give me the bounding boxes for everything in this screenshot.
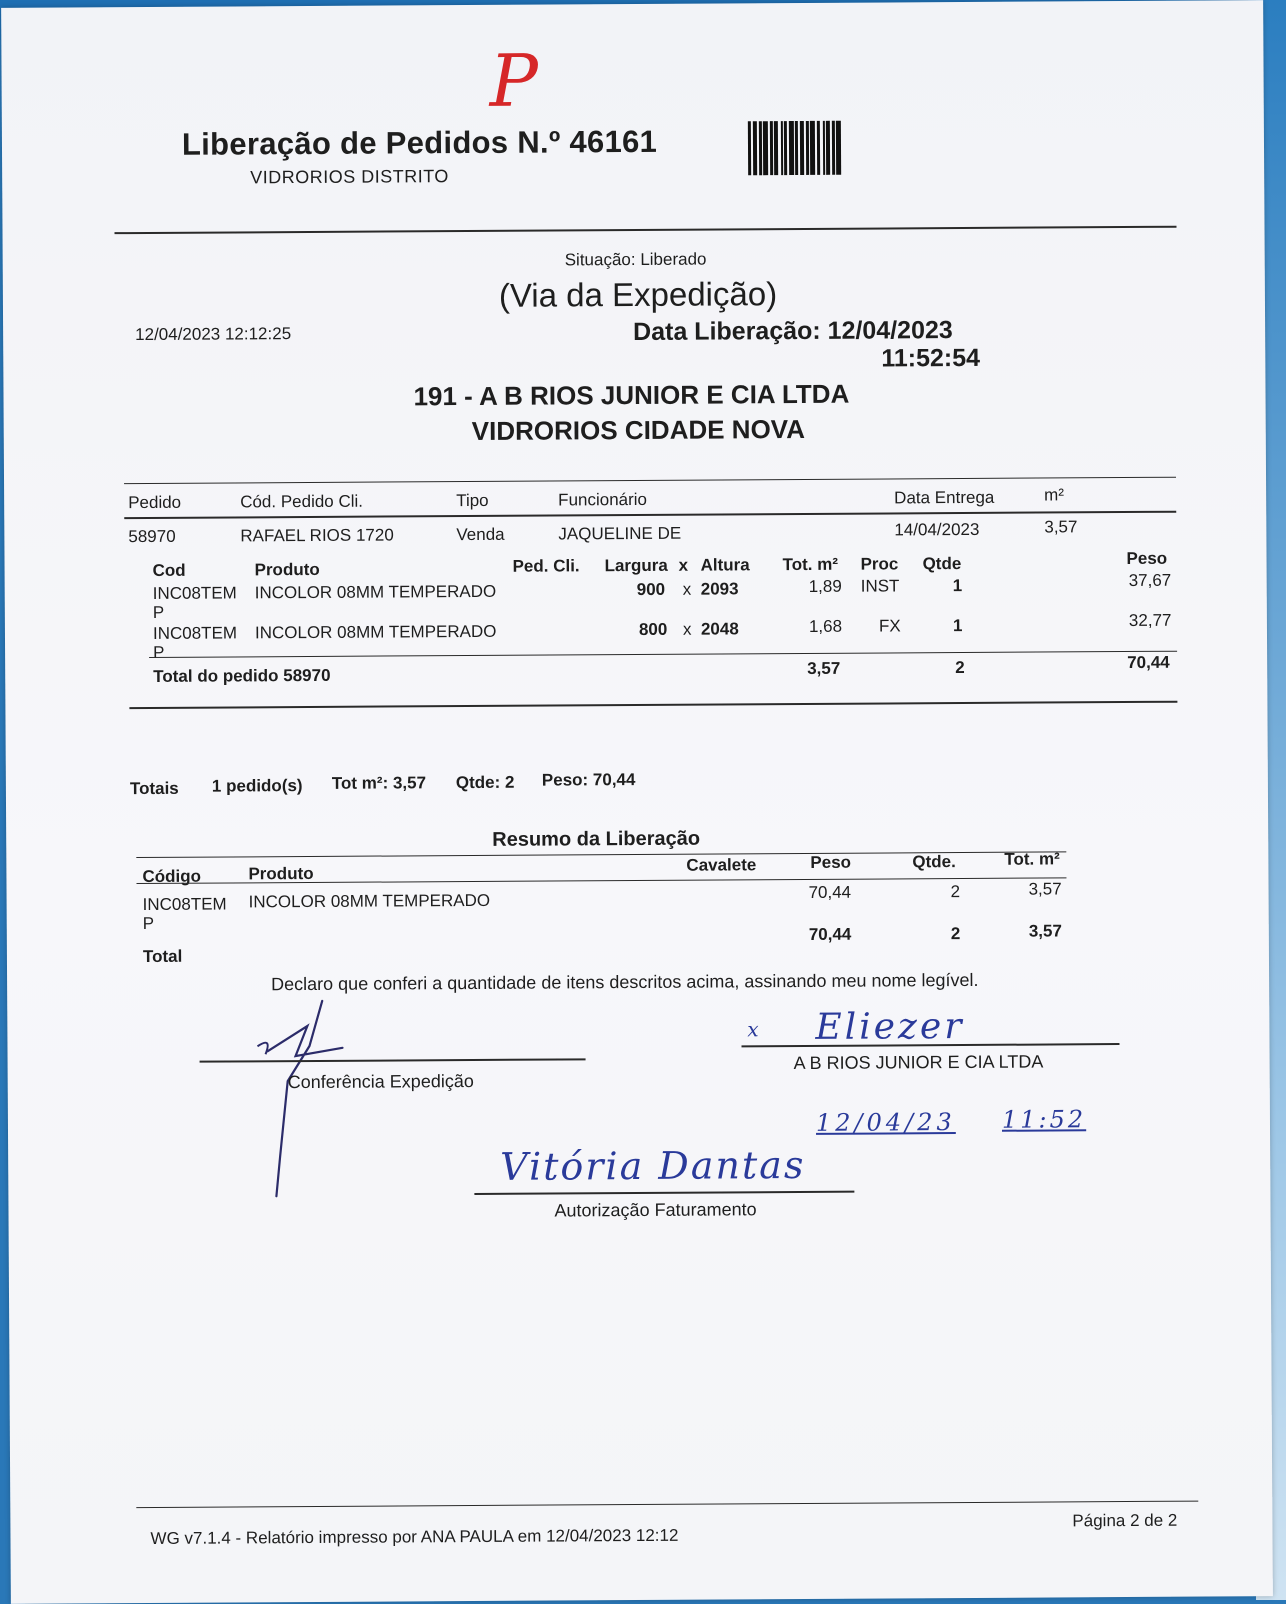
item-cod: INC08TEM <box>152 623 238 643</box>
item-x: x <box>682 579 692 599</box>
client-store: VIDRORIOS CIDADE NOVA <box>471 413 806 447</box>
item-largura: 800 <box>638 619 668 639</box>
item-peso: 32,77 <box>1128 610 1172 630</box>
footer-printed-by: WG v7.1.4 - Relatório impresso por ANA PAULA em 12/04/2023 12:12 <box>150 1525 679 1548</box>
barcode <box>748 121 841 176</box>
item-cod-cont: P <box>152 602 165 622</box>
item-tot-m2: 1,89 <box>808 576 842 596</box>
barcode-bar <box>836 121 841 175</box>
handwritten-stamp-letter: P <box>489 38 539 123</box>
summary-total-tot-m2: 3,57 <box>1028 921 1062 941</box>
item-proc: FX <box>878 616 901 636</box>
footer-rule <box>136 1501 1198 1508</box>
col-pedido-header: Pedido <box>128 492 182 513</box>
copy-label: (Via da Expedição) <box>498 275 778 314</box>
document-title: Liberação de Pedidos N.º 46161 <box>181 123 658 162</box>
order-m2: 3,57 <box>1044 517 1078 537</box>
summary-title: Resumo da Liberação <box>492 827 701 851</box>
item-produto: INCOLOR 08MM TEMPERADO <box>254 621 497 643</box>
col-tipo-header: Tipo <box>456 490 489 511</box>
autorizacao-signature-line <box>474 1191 854 1195</box>
item-x: x <box>682 619 692 639</box>
handwritten-x: x <box>747 1017 759 1042</box>
order-end-rule <box>129 701 1177 709</box>
item-tot-m2: 1,68 <box>808 616 843 636</box>
col-m2-header: m² <box>1044 485 1065 505</box>
summary-peso: 70,44 <box>808 882 852 902</box>
order-total-label: Total do pedido 58970 <box>153 665 331 686</box>
order-table-top-rule <box>124 477 1176 484</box>
item-qtde: 1 <box>952 576 963 596</box>
header-divider <box>115 226 1177 234</box>
order-data-entrega: 14/04/2023 <box>894 519 980 540</box>
client-name: 191 - A B RIOS JUNIOR E CIA LTDA <box>413 378 850 412</box>
signature-client: Eliezer <box>815 1006 965 1048</box>
totals-peso: Peso: 70,44 <box>541 770 636 790</box>
order-tipo: Venda <box>456 524 505 545</box>
conferencia-label: Conferência Expedição <box>287 1071 474 1093</box>
summary-tot-m2: 3,57 <box>1028 879 1062 899</box>
col-data-entrega-header: Data Entrega <box>894 487 995 508</box>
summary-total-qtde: 2 <box>950 924 961 944</box>
order-total-qtde: 2 <box>955 657 965 678</box>
item-col-cod-header: Cod <box>152 560 186 580</box>
item-col-largura-header: Largura <box>604 555 668 576</box>
item-largura: 900 <box>636 579 666 599</box>
signature-conferencia <box>247 996 388 1217</box>
release-time: 11:52:54 <box>881 343 981 373</box>
summary-col-codigo-header: Código <box>142 866 202 887</box>
summary-col-qtde-header: Qtde. <box>912 852 956 872</box>
declaration-text: Declaro que conferi a quantidade de itens descritos acima, assinando meu nome legível. <box>271 969 979 995</box>
handwritten-time: 11:52 <box>1001 1105 1087 1134</box>
summary-produto: INCOLOR 08MM TEMPERADO <box>248 890 491 912</box>
issuer-company: VIDRORIOS DISTRITO <box>250 166 449 188</box>
totals-m2: Tot m²: 3,57 <box>331 773 427 793</box>
autorizacao-label: Autorização Faturamento <box>554 1199 757 1221</box>
client-signature-label: A B RIOS JUNIOR E CIA LTDA <box>793 1051 1044 1074</box>
footer-page-number: Página 2 de 2 <box>1072 1510 1178 1531</box>
item-altura: 2093 <box>700 579 739 599</box>
item-altura: 2048 <box>700 619 739 639</box>
item-col-x-header: x <box>678 555 689 575</box>
totals-label: Totais <box>129 778 179 799</box>
summary-codigo-cont: P <box>142 913 155 934</box>
item-col-proc-header: Proc <box>860 554 899 574</box>
order-total-rule <box>149 651 1177 658</box>
item-col-qtde-header: Qtde <box>922 554 962 574</box>
totals-pedidos: 1 pedido(s) <box>211 776 303 796</box>
item-col-peso-header: Peso <box>1126 548 1168 569</box>
col-funcionario-header: Funcionário <box>558 489 648 510</box>
item-col-produto-header: Produto <box>254 559 320 580</box>
item-peso: 37,67 <box>1128 570 1172 590</box>
status-text: Situação: Liberado <box>564 249 707 270</box>
item-produto: INCOLOR 08MM TEMPERADO <box>254 581 497 603</box>
order-funcionario: JAQUELINE DE <box>558 523 682 544</box>
document-page <box>1 0 1273 1604</box>
summary-col-cavalete-header: Cavalete <box>686 855 757 875</box>
summary-qtde: 2 <box>950 882 961 902</box>
totals-qtde: Qtde: 2 <box>455 772 515 793</box>
item-col-tot-m2-header: Tot. m² <box>782 554 839 575</box>
order-total-m2: 3,57 <box>807 658 841 678</box>
item-cod-cont: P <box>153 642 165 662</box>
order-cod-pedido-cli: RAFAEL RIOS 1720 <box>240 525 394 546</box>
summary-codigo: INC08TEM <box>142 894 227 915</box>
item-proc: INST <box>860 576 900 596</box>
summary-col-tot-m2-header: Tot. m² <box>1004 849 1060 869</box>
summary-total-peso: 70,44 <box>808 924 852 944</box>
order-total-peso: 70,44 <box>1127 652 1170 673</box>
item-col-altura-header: Altura <box>700 555 750 575</box>
item-col-ped-cli-header: Ped. Cli. <box>512 556 580 576</box>
col-cod-pedido-cli-header: Cód. Pedido Cli. <box>240 491 364 512</box>
release-date: Data Liberação: 12/04/2023 <box>633 316 953 347</box>
signature-autorizacao: Vitória Dantas <box>500 1142 806 1189</box>
item-cod: INC08TEM <box>152 583 237 603</box>
item-qtde: 1 <box>952 616 963 636</box>
order-pedido: 58970 <box>128 526 176 547</box>
summary-col-produto-header: Produto <box>248 863 314 884</box>
handwritten-date: 12/04/23 <box>815 1108 956 1137</box>
summary-total-label: Total <box>142 946 183 967</box>
summary-col-peso-header: Peso <box>810 852 852 872</box>
printed-timestamp: 12/04/2023 12:12:25 <box>135 324 292 345</box>
